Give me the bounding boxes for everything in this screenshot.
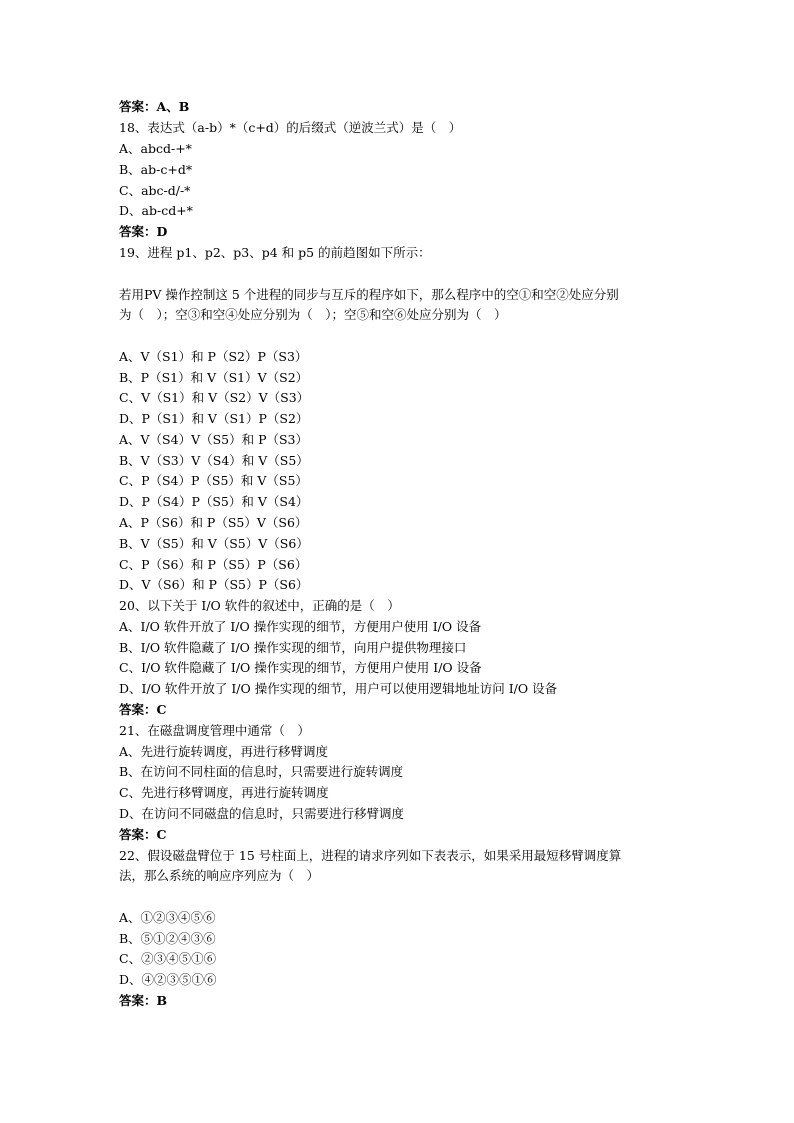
q19-option: D、P（S4）P（S5）和 V（S4）	[119, 494, 309, 509]
q18-option-b: B、ab-c+d*	[119, 162, 193, 177]
q22-option-b: B、⑤①②④③⑥	[119, 931, 216, 946]
q19-option: A、P（S6）和 P（S5）V（S6）	[119, 515, 308, 530]
q21-option-a: A、先进行旋转调度，再进行移臂调度	[119, 744, 329, 759]
q19-option: D、P（S1）和 V（S1）P（S2）	[119, 411, 309, 426]
q18-stem: 18、表达式（a-b）*（c+d）的后缀式（逆波兰式）是（ ）	[119, 120, 462, 135]
q19-stem: 19、进程 p1、p2、p3、p4 和 p5 的前趋图如下所示：	[119, 245, 431, 260]
q21-option-d: D、在访问不同磁盘的信息时，只需要进行移臂调度	[119, 806, 405, 821]
q18-option-c: C、abc-d/-*	[119, 183, 191, 198]
q19-option: C、V（S1）和 V（S2）V（S3）	[119, 390, 310, 405]
q17-answer: 答案：A、B	[119, 99, 190, 114]
q19-paragraph-line2: 为（ ）；空③和空④处应分别为（ ）；空⑤和空⑥处应分别为（ ）	[119, 307, 507, 322]
q19-option: A、V（S1）和 P（S2）P（S3）	[119, 349, 308, 364]
q21-option-c: C、先进行移臂调度，再进行旋转调度	[119, 785, 329, 800]
q22-stem-line1: 22、假设磁盘臂位于 15 号柱面上，进程的请求序列如下表表示，如果采用最短移臂调度算	[119, 848, 622, 863]
q20-option-a: A、I/O 软件开放了 I/O 操作实现的细节，方便用户使用 I/O 设备	[119, 619, 482, 634]
q18-option-d: D、ab-cd+*	[119, 203, 193, 218]
q19-option: B、V（S5）和 V（S5）V（S6）	[119, 536, 309, 551]
q22-option-a: A、①②③④⑤⑥	[119, 910, 216, 925]
q22-stem-line2: 法，那么系统的响应序列应为（ ）	[119, 868, 320, 883]
q21-answer: 答案：C	[119, 827, 167, 842]
q19-option: A、V（S4）V（S5）和 P（S3）	[119, 432, 309, 447]
q19-option: B、P（S1）和 V（S1）V（S2）	[119, 370, 309, 385]
q20-option-b: B、I/O 软件隐藏了 I/O 操作实现的细节，向用户提供物理接口	[119, 640, 467, 655]
q20-option-d: D、I/O 软件开放了 I/O 操作实现的细节，用户可以使用逻辑地址访问 I/O 设备	[119, 681, 558, 696]
q18-option-a: A、abcd-+*	[119, 141, 192, 156]
q20-answer: 答案：C	[119, 702, 167, 717]
q22-option-d: D、④②③⑤①⑥	[119, 972, 217, 987]
q22-answer: 答案：B	[119, 993, 168, 1008]
q19-paragraph-line1: 若用PV 操作控制这 5 个进程的同步与互斥的程序如下，那么程序中的空①和空②处应分别	[119, 287, 619, 302]
q18-answer: 答案：D	[119, 224, 168, 239]
q20-option-c: C、I/O 软件隐藏了 I/O 操作实现的细节，方便用户使用 I/O 设备	[119, 660, 482, 675]
q19-option: D、V（S6）和 P（S5）P（S6）	[119, 577, 309, 592]
q19-option: C、P（S4）P（S5）和 V（S5）	[119, 473, 308, 488]
q22-option-c: C、②③④⑤①⑥	[119, 951, 217, 966]
q19-option: C、P（S6）和 P（S5）P（S6）	[119, 557, 308, 572]
q19-option: B、V（S3）V（S4）和 V（S5）	[119, 453, 309, 468]
q21-stem: 21、在磁盘调度管理中通常（ ）	[119, 723, 310, 738]
q20-stem: 20、以下关于 I/O 软件的叙述中，正确的是（ ）	[119, 598, 400, 613]
q21-option-b: B、在访问不同柱面的信息时，只需要进行旋转调度	[119, 764, 404, 779]
